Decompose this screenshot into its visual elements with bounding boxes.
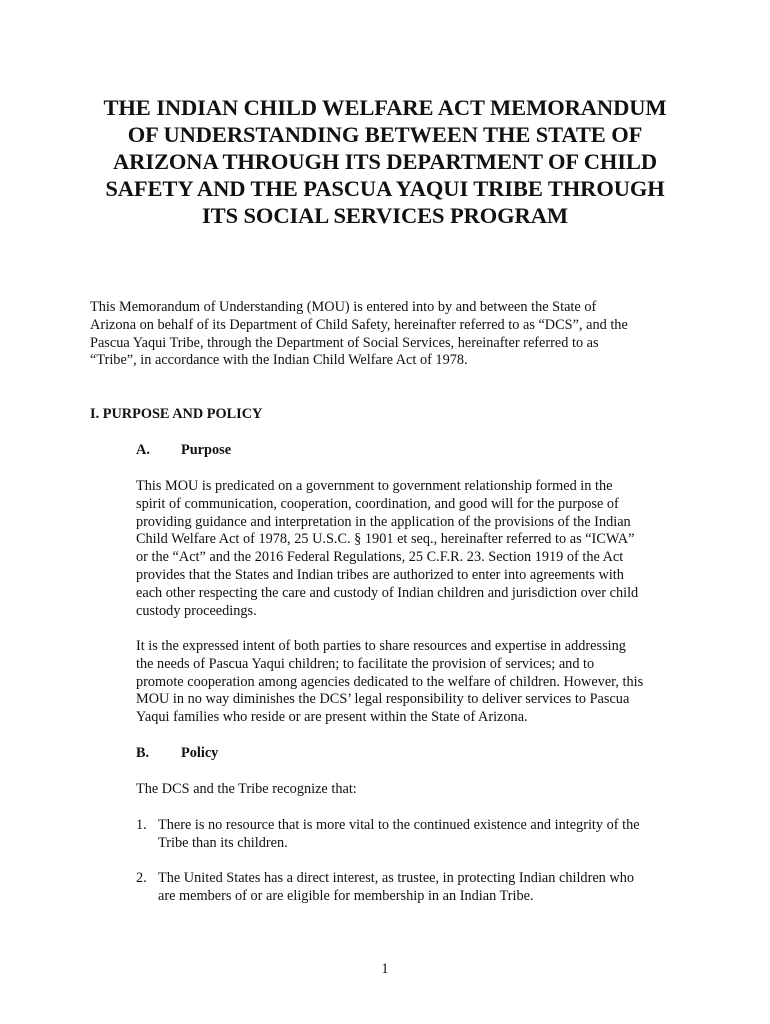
text-line: promote cooperation among agencies dedicated to the welfare of children. However, this	[136, 673, 644, 690]
list-item	[136, 870, 634, 906]
document-title	[70, 94, 700, 229]
text-line: custody proceedings.	[136, 602, 257, 619]
text-line: Arizona on behalf of its Department of Child Safety, hereinafter referred to as “DCS”, and the	[90, 316, 628, 333]
text-line: Tribe than its children.	[158, 834, 288, 851]
subsection-title: Policy	[181, 745, 219, 761]
text-line: This Memorandum of Understanding (MOU) is entered into by and between the State of	[90, 299, 597, 315]
list-item-body	[158, 817, 640, 853]
title-line: ARIZONA THROUGH ITS DEPARTMENT OF CHILD	[113, 149, 657, 174]
subsection-letter: B.	[136, 745, 150, 761]
list-item	[136, 817, 640, 853]
page-number: 1	[381, 961, 389, 977]
text-line: are members of or are eligible for membership in an Indian Tribe.	[158, 887, 534, 904]
text-line: The United States has a direct interest, as trustee, in protecting Indian children who	[158, 870, 635, 886]
text-line: spirit of communication, cooperation, coordination, and good will for the purpose of	[136, 495, 619, 512]
subsection-title: Purpose	[181, 442, 232, 458]
text-line: each other respecting the care and custody of Indian children and jurisdiction over child	[136, 584, 639, 601]
text-line: the needs of Pascua Yaqui children; to facilitate the provision of services; and to	[136, 655, 595, 672]
policy-intro	[136, 781, 357, 799]
purpose-paragraph-2	[136, 638, 643, 727]
subsection-letter: A.	[136, 442, 150, 458]
text-line: provides that the States and Indian tribes are authorized to enter into agreements with	[136, 566, 624, 583]
text-line: “Tribe”, in accordance with the Indian Child Welfare Act of 1978.	[90, 352, 468, 369]
list-number: 2.	[136, 870, 147, 886]
text-line: MOU in no way diminishes the DCS’ legal responsibility to deliver services to Pascua	[136, 691, 630, 708]
subsection-heading-policy	[136, 745, 218, 763]
purpose-paragraph-1	[136, 478, 638, 620]
intro-paragraph	[90, 299, 628, 370]
text-line: It is the expressed intent of both parties to share resources and expertise in addressing	[136, 638, 626, 654]
section-heading-purpose-policy: I. PURPOSE AND POLICY	[90, 406, 263, 422]
list-item-body	[158, 870, 634, 906]
list-number: 1.	[136, 817, 147, 833]
text-line: Pascua Yaqui Tribe, through the Department of Social Services, hereinafter referred to as	[90, 334, 599, 351]
text-line: There is no resource that is more vital to the continued existence and integrity of the	[158, 817, 640, 833]
subsection-heading-purpose	[136, 442, 231, 460]
text-line: providing guidance and interpretation in the application of the provisions of the Indian	[136, 513, 631, 530]
text-line: This MOU is predicated on a government to government relationship formed in the	[136, 478, 613, 494]
text-line: The DCS and the Tribe recognize that:	[136, 781, 357, 797]
text-line: Yaqui families who reside or are present within the State of Arizona.	[136, 709, 528, 726]
title-line: SAFETY AND THE PASCUA YAQUI TRIBE THROUGH	[105, 176, 665, 201]
title-line: OF UNDERSTANDING BETWEEN THE STATE OF	[127, 122, 643, 147]
text-line: or the “Act” and the 2016 Federal Regulations, 25 C.F.R. 23. Section 1919 of the Act	[136, 549, 624, 566]
title-line: ITS SOCIAL SERVICES PROGRAM	[202, 203, 568, 228]
text-line: Child Welfare Act of 1978, 25 U.S.C. § 1901 et seq., hereinafter referred to as “ICWA”	[136, 531, 635, 548]
title-line: THE INDIAN CHILD WELFARE ACT MEMORANDUM	[103, 95, 667, 120]
